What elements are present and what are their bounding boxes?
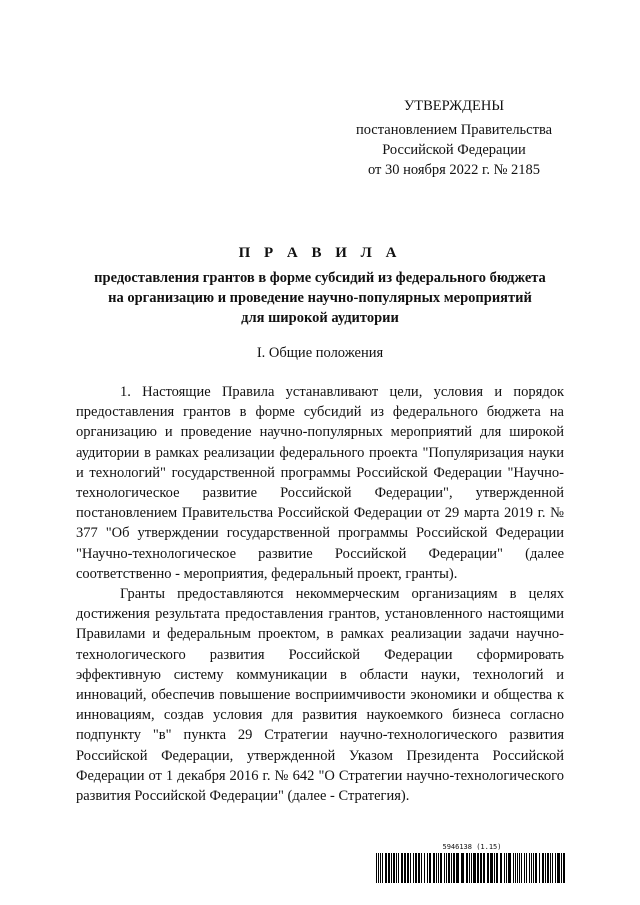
approval-heading: УТВЕРЖДЕНЫ: [403, 98, 505, 114]
document-title: П Р А В И Л А: [238, 245, 402, 261]
barcode-code: 5946138 (1.15): [442, 843, 502, 851]
approval-block: [330, 96, 578, 180]
subtitle-line: предоставления грантов в форме субсидий из федерального бюджета: [94, 270, 546, 286]
document-subtitle: [60, 268, 580, 328]
document-body: [76, 382, 564, 806]
paragraph: Гранты предоставляются некоммерческим организациям в целях достижения результата предоставления грантов, установленного настоящими Правилами и федеральным проектом, в рамках реализации задачи научно-технологического развития Российской Федерации сформировать эффективную систему коммуникации в области науки, технологий и инноваций, обеспечив повышение восприимчивости экономики и общества к инновациям, создав условия для развития наукоемкого бизнеса согласно подпункту "в" пункта 29 Стратегии научно-технологического развития Российской Федерации, утвержденной Указом Президента Российской Федерации от 1 декабря 2016 г. № 642 "О Стратегии научно-технологического развития Российской Федерации" (далее - Стратегия).: [76, 586, 564, 805]
barcode-bars: [376, 853, 568, 883]
barcode: [376, 843, 568, 883]
subtitle-line: для широкой аудитории: [241, 310, 399, 326]
approval-line: постановлением Правительства: [355, 122, 553, 138]
approval-line: Российской Федерации: [382, 142, 526, 158]
paragraph: 1. Настоящие Правила устанавливают цели, условия и порядок предоставления грантов в форме субсидий из федерального бюджета на организацию и проведение научно-популярных мероприятий для широкой аудитории в рамках реализации федерального проекта "Популяризация науки и технологий" государственной программы Российской Федерации "Научно-технологическое развитие Российской Федерации", утвержденной постановлением Правительства Российской Федерации от 29 марта 2019 г. № 377 "Об утверждении государственной программы Российской Федерации "Научно-технологическое развитие Российской Федерации" (далее соответственно - мероприятия, федеральный проект, гранты).: [76, 384, 564, 582]
approval-line: от 30 ноября 2022 г. № 2185: [367, 162, 541, 178]
subtitle-line: на организацию и проведение научно-популярных мероприятий: [108, 290, 532, 306]
section-title: I. Общие положения: [256, 345, 384, 361]
